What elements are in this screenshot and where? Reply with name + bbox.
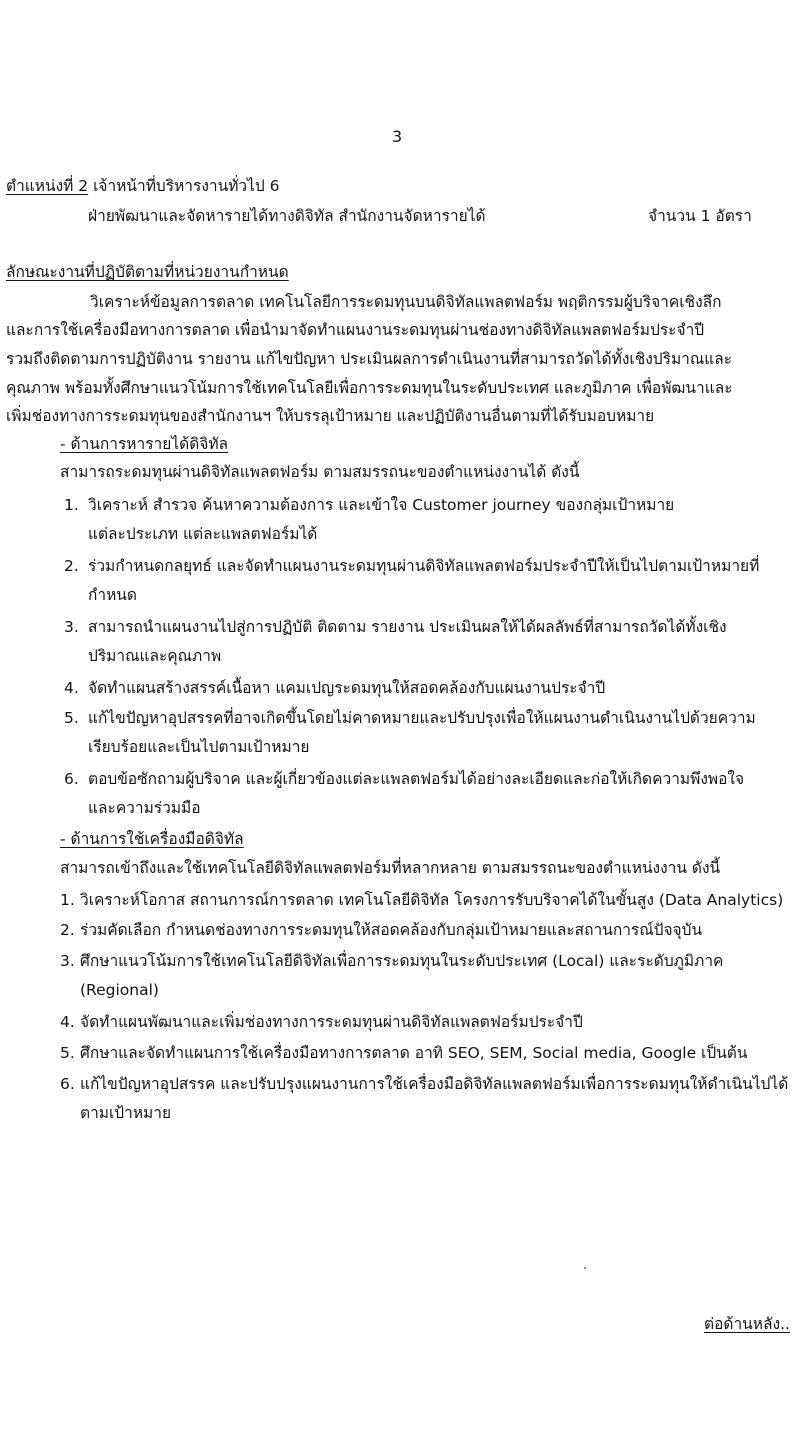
list-item-text: ศึกษาและจัดทำแผนการใช้เครื่องมือทางการตลาด อาทิ SEO, SEM, Social media, Google เป็นต้น <box>80 1044 748 1062</box>
position-title: เจ้าหน้าที่บริหารงานทั่วไป 6 <box>93 177 280 195</box>
page-number: 3 <box>392 127 403 146</box>
list-item-text: แก้ไขปัญหาอุปสรรค และปรับปรุงแผนงานการใช้เครื่องมือดิจิทัลแพลตฟอร์มเพื่อการระดมทุนให้ดำเนินไปได้ <box>80 1075 789 1093</box>
section-heading-digital-fundraising: - ด้านการหารายได้ดิจิทัล <box>60 435 229 453</box>
position-header <box>6 176 280 196</box>
list-item-number: 3. <box>64 618 79 636</box>
intro-line: และการใช้เครื่องมือทางการตลาด เพื่อนำมาจัดทำแผนงานระดมทุนผ่านช่องทางดิจิทัลแพลตฟอร์มประจำปี <box>6 321 705 339</box>
list-item-text: เรียบร้อยและเป็นไปตามเป้าหมาย <box>88 738 310 756</box>
section-intro: สามารถเข้าถึงและใช้เทคโนโลยีดิจิทัลแพลตฟอร์มที่หลากหลาย ตามสมรรถนะของตำแหน่งงาน ดังนี้ <box>60 859 721 877</box>
list-item-text: ร่วมกำหนดกลยุทธ์ และจัดทำแผนงานระดมทุนผ่านดิจิทัลแพลตฟอร์มประจำปีให้เป็นไปตามเป้าหมายที่ <box>88 557 760 575</box>
intro-line: เพิ่มช่องทางการระดมทุนของสำนักงานฯ ให้บรรลุเป้าหมาย และปฏิบัติงานอื่นตามที่ได้รับมอบหมาย <box>6 407 655 425</box>
duties-heading: ลักษณะงานที่ปฏิบัติตามที่หน่วยงานกำหนด <box>6 263 289 281</box>
list-item-text: วิเคราะห์โอกาส สถานการณ์การตลาด เทคโนโลยีดิจิทัล โครงการรับบริจาคได้ในขั้นสูง (Data Analytics) <box>80 891 784 909</box>
intro-line: รวมถึงติดตามการปฏิบัติงาน รายงาน แก้ไขปัญหา ประเมินผลการดำเนินงานที่สามารถวัดได้ทั้งเชิงปริมาณและ <box>6 350 733 368</box>
list-item-number: 1. <box>60 891 75 909</box>
list-item-text: และความร่วมมือ <box>88 799 201 817</box>
continued-note: ต่อด้านหลัง.. <box>704 1315 790 1333</box>
section-heading-digital-tools: - ด้านการใช้เครื่องมือดิจิทัล <box>60 830 244 848</box>
list-item-number: 2. <box>60 921 75 939</box>
list-item-number: 5. <box>64 709 79 727</box>
list-item-number: 6. <box>64 770 79 788</box>
position-label: ตำแหน่งที่ 2 <box>6 177 89 195</box>
list-item-text: ศึกษาแนวโน้มการใช้เทคโนโลยีดิจิทัลเพื่อการระดมทุนในระดับประเทศ (Local) และระดับภูมิภาค <box>80 952 724 970</box>
list-item-number: 4. <box>64 679 79 697</box>
list-item-text: กำหนด <box>88 586 137 604</box>
intro-line: คุณภาพ พร้อมทั้งศึกษาแนวโน้มการใช้เทคโนโลยีเพื่อการระดมทุนในระดับประเทศ และภูมิภาค เพื่อพัฒนาและ <box>6 379 733 397</box>
list-item-number: 2. <box>64 557 79 575</box>
scan-speck <box>584 1267 586 1269</box>
list-item-text: ปริมาณและคุณภาพ <box>88 647 222 665</box>
list-item-number: 4. <box>60 1013 75 1031</box>
position-quota: จำนวน 1 อัตรา <box>648 207 752 225</box>
list-item-text: ร่วมคัดเลือก กำหนดช่องทางการระดมทุนให้สอดคล้องกับกลุ่มเป้าหมายและสถานการณ์ปัจจุบัน <box>80 921 703 939</box>
list-item-number: 1. <box>64 496 79 514</box>
list-item-number: 5. <box>60 1044 75 1062</box>
list-item-text: ตามเป้าหมาย <box>80 1104 172 1122</box>
list-item-text: แก้ไขปัญหาอุปสรรคที่อาจเกิดขึ้นโดยไม่คาดหมายและปรับปรุงเพื่อให้แผนงานดำเนินงานไปด้วยความ <box>88 709 756 727</box>
list-item-text: จัดทำแผนสร้างสรรค์เนื้อหา แคมเปญระดมทุนให้สอดคล้องกับแผนงานประจำปี <box>88 679 606 697</box>
list-item-text: สามารถนำแผนงานไปสู่การปฏิบัติ ติดตาม รายงาน ประเมินผลให้ได้ผลลัพธ์ที่สามารถวัดได้ทั้งเชิง <box>88 618 727 636</box>
list-item-text: จัดทำแผนพัฒนาและเพิ่มช่องทางการระดมทุนผ่านดิจิทัลแพลตฟอร์มประจำปี <box>80 1013 583 1031</box>
section-intro: สามารถระดมทุนผ่านดิจิทัลแพลตฟอร์ม ตามสมรรถนะของตำแหน่งงานได้ ดังนี้ <box>60 463 580 481</box>
list-item-text: วิเคราะห์ สำรวจ ค้นหาความต้องการ และเข้าใจ Customer journey ของกลุ่มเป้าหมาย <box>88 496 675 514</box>
list-item-text: ตอบข้อซักถามผู้บริจาค และผู้เกี่ยวข้องแต่ละแพลตฟอร์มได้อย่างละเอียดและก่อให้เกิดความพึงพอใจ <box>88 770 745 788</box>
list-item-number: 3. <box>60 952 75 970</box>
intro-line: วิเคราะห์ข้อมูลการตลาด เทคโนโลยีการระดมทุนบนดิจิทัลแพลตฟอร์ม พฤติกรรมผู้บริจาคเชิงลึก <box>90 293 722 311</box>
list-item-number: 6. <box>60 1075 75 1093</box>
department-name: ฝ่ายพัฒนาและจัดหารายได้ทางดิจิทัล สำนักงานจัดหารายได้ <box>88 207 486 225</box>
list-item-text: (Regional) <box>80 981 159 999</box>
list-item-text: แต่ละประเภท แต่ละแพลตฟอร์มได้ <box>88 525 318 543</box>
